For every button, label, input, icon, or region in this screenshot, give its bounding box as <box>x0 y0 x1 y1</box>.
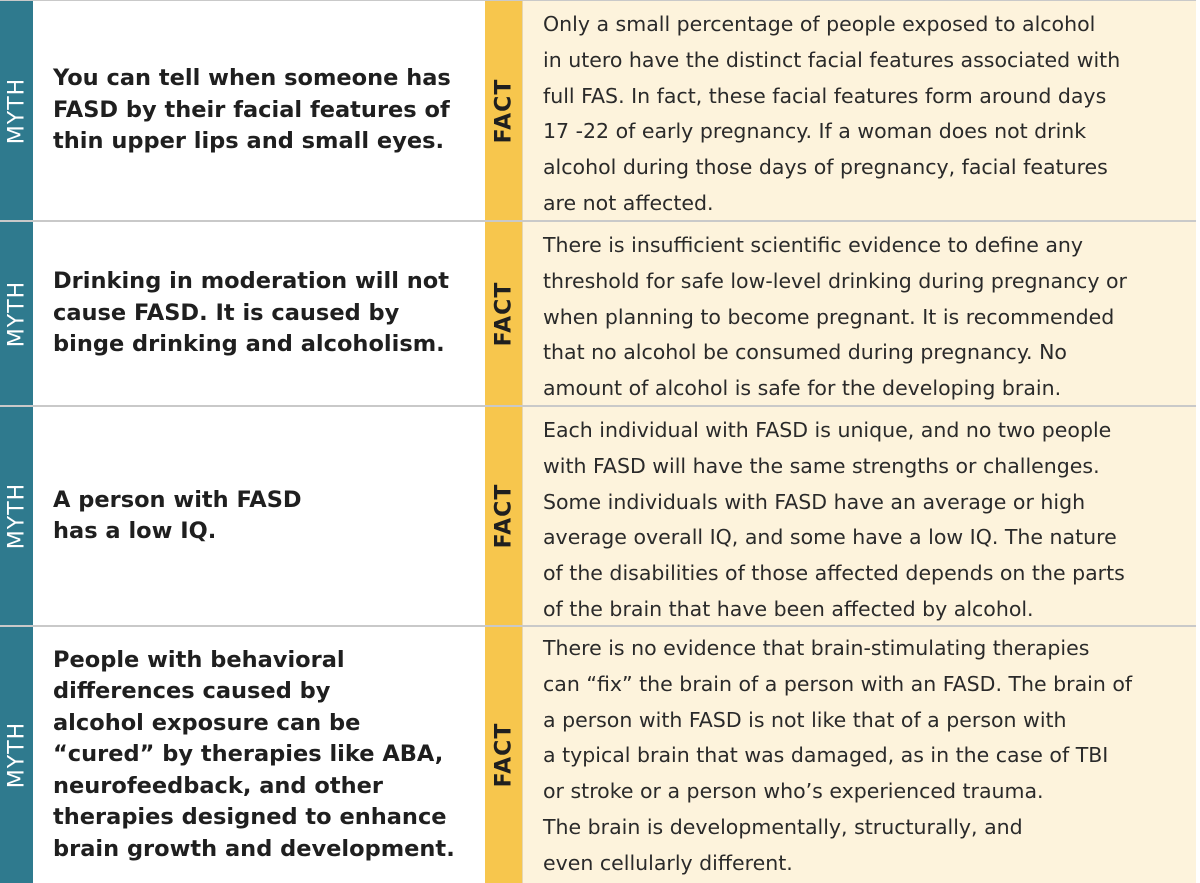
fact-label: FACT <box>491 483 516 549</box>
fact-text: There is insufficient scientific evidence to define any threshold for safe low-level drinking during pregnancy or when planning to become pregnant. It is recommended that no alcohol be consumed during pregnancy. No amount of alcohol is safe for the developing brain. <box>543 233 1127 401</box>
myth-fact-row <box>0 222 1196 407</box>
myth-fact-row <box>0 627 1196 883</box>
fact-text: Only a small percentage of people exposed to alcohol in utero have the distinct facial features associated with full FAS. In fact, these facial features form around days 17 -22 of early pregnancy. If a woman does not drink alcohol during those days of pregnancy, facial features are not affected. <box>543 12 1121 215</box>
fact-strip <box>485 1 522 220</box>
myth-label: MYTH <box>4 77 29 144</box>
fact-text: Each individual with FASD is unique, and no two people with FASD will have the same strengths or challenges. Some individuals with FASD have an average or high average overall IQ, and some have a low IQ. The nature of the disabilities of those affected depends on the parts of the brain that have been affected by alcohol. <box>543 418 1125 621</box>
fact-label: FACT <box>491 281 516 346</box>
myth-cell <box>33 407 485 625</box>
myth-fact-row <box>0 407 1196 627</box>
myth-strip <box>0 1 33 220</box>
fact-cell <box>522 1 1196 220</box>
fact-label: FACT <box>491 78 516 143</box>
fact-text: There is no evidence that brain-stimulating therapies can “fix” the brain of a person with an FASD. The brain of a person with FASD is not like that of a person with a typical brain that was damaged, as in the case of TBI or stroke or a person who’s experienced trauma. The brain is developmentally, structurally, and even cellularly different. <box>543 636 1133 875</box>
myth-strip <box>0 222 33 405</box>
fact-cell <box>522 407 1196 625</box>
myth-text: A person with FASD has a low IQ. <box>53 486 302 544</box>
fact-strip <box>485 407 522 625</box>
myth-fact-row <box>0 1 1196 222</box>
myth-label: MYTH <box>4 721 29 789</box>
fact-label: FACT <box>491 722 516 788</box>
myth-text: Drinking in moderation will not cause FASD. It is caused by binge drinking and alcoholism. <box>53 268 450 358</box>
myth-strip <box>0 627 33 883</box>
fact-cell <box>522 222 1196 405</box>
myth-text: People with behavioral differences caused by alcohol exposure can be “cured” by therapies like ABA, neurofeedback, and other therapies designed to enhance brain growth and development. <box>53 646 455 862</box>
myth-label: MYTH <box>4 482 29 550</box>
myth-cell <box>33 1 485 220</box>
myth-cell <box>33 222 485 405</box>
myth-strip <box>0 407 33 625</box>
myth-text: You can tell when someone has FASD by their facial features of thin upper lips and small eyes. <box>53 65 451 155</box>
myth-label: MYTH <box>4 280 29 347</box>
myth-cell <box>33 627 485 883</box>
fact-strip <box>485 222 522 405</box>
fact-strip <box>485 627 522 883</box>
fact-cell <box>522 627 1196 883</box>
